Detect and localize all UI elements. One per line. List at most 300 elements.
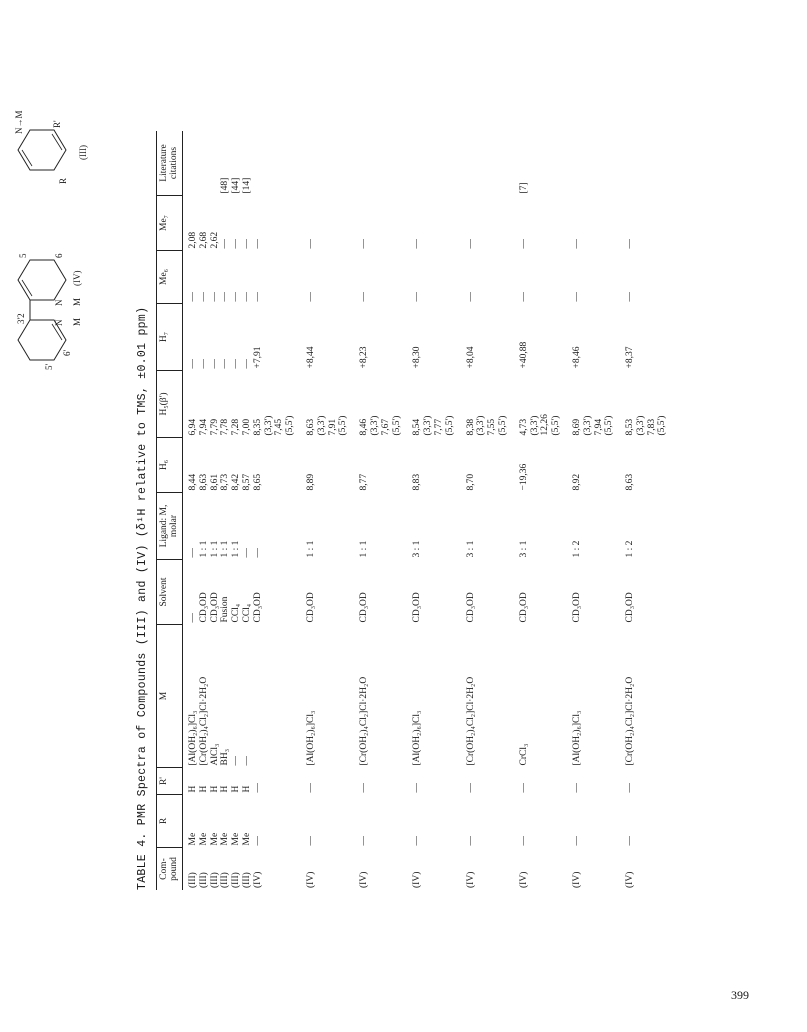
cell-m (616, 625, 669, 768)
cell-rprime (403, 768, 456, 795)
structure-iii-n-m: N→M (14, 110, 24, 134)
cell-line: 1 : 1 (305, 540, 316, 558)
cell-line: — (359, 292, 370, 302)
cell-line: 8,89 (305, 473, 316, 491)
cell-line: [Cr(OH₂)₄Cl₂]Cl·2H₂O (465, 676, 476, 766)
cell-line: [Cr(OH₂)₄Cl₂]Cl·2H₂O (359, 676, 370, 766)
cell-compound (616, 848, 669, 891)
cell-line: — (220, 239, 231, 249)
cell-line: CD₃OD (209, 592, 220, 623)
cell-line: 1 : 2 (571, 540, 582, 558)
rotated-table-block (14, 110, 700, 890)
cell-line: (IV) (518, 871, 529, 888)
cell-line: CD₃OD (305, 592, 316, 623)
cell-h6 (457, 438, 510, 493)
cell-line: (5,5') (657, 415, 668, 436)
cell-line: — (625, 239, 636, 249)
cell-m (350, 625, 403, 768)
cell-line: (5,5') (551, 415, 562, 436)
cell-m (403, 625, 456, 768)
cell-line: +8,44 (305, 346, 316, 369)
cell-line: (3,3') (529, 415, 540, 436)
cell-line: — (571, 783, 582, 793)
cell-line: (IV) (412, 871, 423, 888)
cell-r (297, 795, 350, 848)
cell-line: H (231, 785, 242, 793)
cell-h6 (403, 438, 456, 493)
cell-line: CD₃OD (571, 592, 582, 623)
cell-solvent (403, 560, 456, 625)
page-number: 399 (731, 988, 749, 1002)
cell-line: — (412, 292, 423, 302)
cell-line: 8,57 (241, 473, 252, 491)
cell-line: — (305, 836, 316, 846)
cell-me6 (297, 251, 350, 304)
structure-iv-pos-6prime: 6' (62, 349, 72, 356)
cell-compound (350, 848, 403, 891)
cell-m (297, 625, 350, 768)
cell-line: H (198, 785, 209, 793)
cell-line: 7,55 (487, 418, 498, 436)
cell-line: [Cr(OH₂)₄Cl₂]Cl·2H₂O (198, 676, 209, 766)
cell-h7 (510, 304, 563, 371)
cell-line: — (231, 359, 242, 369)
cell-me6 (403, 251, 456, 304)
cell-line: CD₃OD (625, 592, 636, 623)
cell-line: (5,5') (444, 415, 455, 436)
cell-solvent (457, 560, 510, 625)
cell-line: 8,77 (359, 473, 370, 491)
cell-solvent (616, 560, 669, 625)
cell-line: (3,3') (476, 415, 487, 436)
cell-line: 8,70 (465, 473, 476, 491)
col-solvent: Solvent (157, 560, 183, 625)
cell-compound (297, 848, 350, 891)
cell-literature (563, 131, 616, 196)
cell-line: (IV) (305, 871, 316, 888)
cell-line: 8,63 (305, 418, 316, 436)
structure-iv-pos-32: 3'2 (16, 313, 26, 324)
cell-line (413, 133, 424, 194)
table-row (350, 131, 403, 890)
cell-h6 (297, 438, 350, 493)
cell-solvent (183, 560, 297, 625)
cell-line: 7,79 (209, 418, 220, 436)
cell-h7 (457, 304, 510, 371)
cell-line: — (209, 292, 220, 302)
structure-iv-pos-5: 5 (18, 253, 28, 258)
cell-line: 8,69 (571, 418, 582, 436)
cell-line: −19,36 (518, 463, 529, 491)
cell-rprime (510, 768, 563, 795)
cell-line: — (231, 239, 242, 249)
cell-line: — (252, 292, 263, 302)
cell-ratio (183, 493, 297, 560)
cell-line: — (305, 783, 316, 793)
cell-rprime (350, 768, 403, 795)
cell-line: — (359, 783, 370, 793)
table-body (183, 131, 670, 890)
cell-line: CD₃OD (252, 592, 263, 623)
col-h5: H₅(β') (157, 371, 183, 438)
cell-rprime (297, 768, 350, 795)
cell-line: (5,5') (604, 415, 615, 436)
cell-m (510, 625, 563, 768)
cell-line: 3 : 1 (518, 540, 529, 558)
cell-line: 8,42 (231, 473, 242, 491)
cell-line: — (252, 548, 263, 558)
cell-m (563, 625, 616, 768)
col-literature: Literature citations (157, 131, 183, 196)
table-row (297, 131, 350, 890)
cell-line: Me (188, 832, 198, 846)
cell-line: 2,68 (198, 231, 209, 249)
cell-me7 (403, 196, 456, 251)
cell-h7 (616, 304, 669, 371)
cell-line (254, 627, 265, 766)
cell-line: — (188, 613, 198, 623)
cell-solvent (563, 560, 616, 625)
cell-line: +8,46 (571, 346, 582, 369)
cell-line: 1 : 1 (209, 540, 220, 558)
cell-line: CD₃OD (518, 592, 529, 623)
cell-line: 1 : 1 (359, 540, 370, 558)
cell-literature (403, 131, 456, 196)
cell-me7 (457, 196, 510, 251)
structure-iv (8, 177, 128, 370)
col-rprime: R' (157, 768, 183, 795)
cell-h5 (350, 371, 403, 438)
cell-line: Me (198, 832, 209, 846)
cell-line: — (241, 292, 252, 302)
cell-line: 7,83 (646, 418, 657, 436)
table-row (403, 131, 456, 890)
cell-line: Fusion (220, 596, 231, 623)
cell-h5 (510, 371, 563, 438)
cell-line: — (241, 359, 252, 369)
cell-line: 8,63 (198, 473, 209, 491)
cell-line: — (220, 359, 231, 369)
cell-line: [48] (220, 177, 231, 194)
cell-line (189, 133, 200, 194)
table-row (616, 131, 669, 890)
cell-line: 8,73 (220, 473, 231, 491)
cell-line: 7,78 (220, 418, 231, 436)
cell-line: — (412, 836, 423, 846)
cell-line: — (188, 359, 198, 369)
cell-line: — (571, 836, 582, 846)
cell-ratio (297, 493, 350, 560)
cell-line: 8,65 (252, 473, 263, 491)
cell-line: (5,5') (497, 415, 508, 436)
cell-h5 (457, 371, 510, 438)
cell-compound (403, 848, 456, 891)
cell-line: 4,73 (518, 418, 529, 436)
cell-me6 (563, 251, 616, 304)
cell-r (350, 795, 403, 848)
cell-line: — (231, 756, 242, 766)
cell-literature (183, 131, 297, 196)
cell-line: H (220, 785, 231, 793)
cell-me7 (616, 196, 669, 251)
cell-m (183, 625, 297, 768)
cell-rprime (183, 768, 297, 795)
cell-line: +8,23 (359, 346, 370, 369)
cell-line: CD₃OD (359, 592, 370, 623)
cell-line: [Al(OH₂)₆]Cl₃ (412, 710, 423, 766)
structure-iv-pos-6: 6 (54, 253, 64, 258)
structure-iv-drawing (8, 220, 88, 370)
cell-line: 8,38 (465, 418, 476, 436)
cell-line: 8,61 (209, 473, 220, 491)
cell-h5 (403, 371, 456, 438)
cell-me6 (616, 251, 669, 304)
cell-h6 (616, 438, 669, 493)
cell-line: [Cr(OH₂)₄Cl₂]Cl·2H₂O (625, 676, 636, 766)
structure-iii-id: (III) (78, 145, 88, 160)
cell-line: 1 : 2 (625, 540, 636, 558)
cell-line: CD₃OD (465, 592, 476, 623)
cell-line: 7,91 (327, 418, 338, 436)
cell-line (626, 133, 637, 194)
cell-line: (3,3') (635, 415, 646, 436)
cell-line: (5,5') (338, 415, 349, 436)
cell-line: — (625, 836, 636, 846)
cell-line: — (220, 292, 231, 302)
structure-iv-n-left: N (54, 319, 64, 326)
cell-h6 (510, 438, 563, 493)
cell-line: (IV) (465, 871, 476, 888)
table-row (510, 131, 563, 890)
cell-line: 8,53 (625, 418, 636, 436)
cell-line: (3,3') (423, 415, 434, 436)
cell-line: — (188, 292, 198, 302)
cell-line: — (188, 548, 198, 558)
cell-line: 7,94 (198, 418, 209, 436)
col-r: R (157, 795, 183, 848)
cell-line: [14] (241, 177, 252, 194)
cell-line: CD₃OD (412, 592, 423, 623)
cell-line: — (241, 756, 252, 766)
cell-line: H (209, 785, 220, 793)
cell-line: 12,26 (540, 414, 551, 436)
table-row (183, 131, 297, 890)
cell-compound (183, 848, 297, 891)
cell-line: — (305, 292, 316, 302)
structure-iii-rprime: R' (52, 120, 62, 128)
cell-line: (III) (188, 872, 198, 888)
cell-line: (3,3') (263, 415, 274, 436)
structure-iv-n-right: N (54, 299, 64, 306)
cell-line: AlCl₃ (209, 743, 220, 766)
cell-line: (III) (220, 872, 231, 888)
cell-line: (3,3') (316, 415, 327, 436)
cell-ratio (563, 493, 616, 560)
cell-line: +8,04 (465, 346, 476, 369)
cell-line: — (359, 239, 370, 249)
cell-line: (IV) (359, 871, 370, 888)
cell-line: (IV) (571, 871, 582, 888)
cell-rprime (616, 768, 669, 795)
cell-ratio (350, 493, 403, 560)
cell-h7 (403, 304, 456, 371)
cell-ratio (457, 493, 510, 560)
cell-line (360, 133, 371, 194)
cell-line: Me (231, 832, 242, 846)
cell-r (563, 795, 616, 848)
cell-line (573, 133, 584, 194)
structure-iii (8, 0, 128, 190)
cell-literature (297, 131, 350, 196)
cell-compound (457, 848, 510, 891)
cell-me7 (510, 196, 563, 251)
pmr-table (156, 131, 669, 890)
cell-h5 (616, 371, 669, 438)
cell-r (403, 795, 456, 848)
cell-line: 8,54 (412, 418, 423, 436)
cell-h6 (350, 438, 403, 493)
cell-solvent (350, 560, 403, 625)
cell-line: (3,3') (582, 415, 593, 436)
cell-solvent (297, 560, 350, 625)
cell-line: — (252, 239, 263, 249)
cell-me6 (183, 251, 297, 304)
cell-h5 (183, 371, 297, 438)
cell-line: 1 : 1 (231, 540, 242, 558)
cell-literature (457, 131, 510, 196)
cell-line: (IV) (625, 871, 636, 888)
cell-me6 (457, 251, 510, 304)
cell-line: (III) (209, 872, 220, 888)
cell-ratio (403, 493, 456, 560)
cell-line: — (465, 836, 476, 846)
cell-line: (5,5') (285, 415, 296, 436)
table-row (563, 131, 616, 890)
cell-line: — (231, 292, 242, 302)
cell-line: 7,00 (241, 418, 252, 436)
cell-line: CCl₄ (231, 603, 242, 623)
cell-line: 1 : 1 (198, 540, 209, 558)
cell-line: — (241, 239, 252, 249)
cell-line: 3 : 1 (412, 540, 423, 558)
cell-line: [Al(OH₂)₆]Cl₃ (188, 710, 198, 766)
cell-r (510, 795, 563, 848)
cell-line: Me (220, 832, 231, 846)
cell-line: — (252, 836, 263, 846)
cell-h7 (563, 304, 616, 371)
cell-h6 (563, 438, 616, 493)
structure-iv-id: (IV) (72, 270, 82, 286)
cell-line: 3 : 1 (465, 540, 476, 558)
cell-line: 7,94 (593, 418, 604, 436)
cell-line: 7,45 (274, 418, 285, 436)
col-me7: Me₇ (157, 196, 183, 251)
cell-line: H (188, 785, 198, 793)
cell-line: — (359, 836, 370, 846)
col-compound: Com-pound (157, 848, 183, 891)
cell-line: Me (209, 832, 220, 846)
cell-compound (510, 848, 563, 891)
cell-line: H (241, 785, 252, 793)
structure-iv-pos-5prime: 5' (44, 363, 54, 370)
table-caption: TABLE 4. PMR Spectra of Compounds (III) and (IV) (δ¹H relative to TMS, ±0.01 ppm) (136, 306, 149, 890)
cell-line: +8,37 (625, 346, 636, 369)
cell-line: 7,67 (380, 418, 391, 436)
cell-line: (III) (241, 872, 252, 888)
cell-me7 (563, 196, 616, 251)
cell-line: [Al(OH₂)₆]Cl₃ (571, 710, 582, 766)
cell-line: — (465, 239, 476, 249)
cell-line: CrCl₃ (518, 743, 529, 766)
cell-line (467, 133, 478, 194)
cell-literature (616, 131, 669, 196)
cell-ratio (510, 493, 563, 560)
cell-line: 8,46 (359, 418, 370, 436)
structure-iv-m-left: M (72, 317, 82, 326)
cell-compound (563, 848, 616, 891)
cell-ratio (616, 493, 669, 560)
cell-line: — (198, 292, 209, 302)
cell-line: 7,77 (433, 418, 444, 436)
col-h6: H₆ (157, 438, 183, 493)
cell-literature (510, 131, 563, 196)
cell-line (254, 133, 265, 194)
cell-line: BH₃ (220, 748, 231, 766)
cell-line: Me (241, 832, 252, 846)
cell-h7 (183, 304, 297, 371)
cell-line: (3,3') (369, 415, 380, 436)
cell-line: +7,91 (252, 346, 263, 369)
cell-line: — (625, 292, 636, 302)
cell-line: 2,08 (188, 231, 198, 249)
cell-rprime (457, 768, 510, 795)
cell-line: — (518, 783, 529, 793)
cell-h7 (297, 304, 350, 371)
col-h7: H₇ (157, 304, 183, 371)
col-ligand-ratio: Ligand: M, molar (157, 493, 183, 560)
structure-iii-r: R (58, 177, 68, 184)
cell-me7 (183, 196, 297, 251)
cell-line: CCl₄ (241, 603, 252, 623)
cell-line: CD₃OD (198, 592, 209, 623)
cell-line: — (625, 783, 636, 793)
cell-r (457, 795, 510, 848)
cell-line: +8,30 (412, 346, 423, 369)
cell-me6 (350, 251, 403, 304)
cell-r (183, 795, 297, 848)
cell-line: — (252, 783, 263, 793)
cell-h5 (563, 371, 616, 438)
cell-line: — (209, 359, 220, 369)
cell-line: — (305, 239, 316, 249)
cell-m (457, 625, 510, 768)
cell-line: (5,5') (391, 415, 402, 436)
cell-line: — (571, 292, 582, 302)
cell-line: [44] (231, 177, 242, 194)
table-header-row (157, 131, 183, 890)
cell-line: — (518, 836, 529, 846)
cell-line: [Al(OH₂)₆]Cl₃ (305, 710, 316, 766)
cell-line: (IV) (252, 871, 263, 888)
cell-line: (III) (231, 872, 242, 888)
cell-line: 8,44 (188, 473, 198, 491)
cell-line: 6,94 (188, 418, 198, 436)
cell-line: 8,63 (625, 473, 636, 491)
cell-h5 (297, 371, 350, 438)
cell-line: (III) (198, 872, 209, 888)
cell-line: — (518, 239, 529, 249)
cell-line: 7,28 (231, 418, 242, 436)
